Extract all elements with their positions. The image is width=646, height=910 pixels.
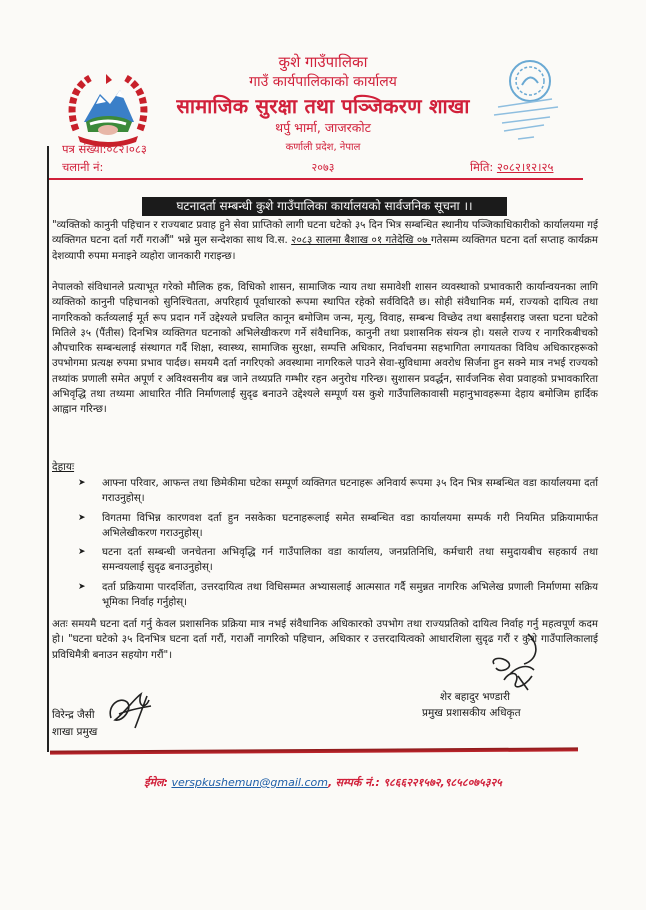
appeal-list — [78, 476, 598, 614]
arrow-bullet-icon: ➤ — [78, 512, 86, 523]
phone-label: सम्पर्क नं.: — [335, 776, 380, 789]
list-item-text: आफ्ना परिवार, आफन्त तथा छिमेकीमा घटेका सम्पूर्ण व्यक्तिगत घटनाहरू अनिवार्य रूपमा ३५ दिन भित्र सम्बन्धित वडा कार्यालयमा दर्ता गराउनुहोस्। — [102, 478, 598, 505]
main-paragraph: नेपालको संविधानले प्रत्याभूत गरेको मौलिक हक, विधिको शासन, सामाजिक न्याय तथा समावेशी शासन व्यवस्थाको प्रभावकारी कार्यान्वयनका लागि व्यक्तिको कानुनी पहिचानको सुनिश्चितता, अपरिहार्य पूर्वाधारको रूपमा स्थापित रहेको सर्वविदितै छ। सोही संवैधानिक मर्म, राज्यको दायित्व तथा नागरिकको कर्तव्यलाई मूर्त रूप प्रदान गर्ने उद्देश्यले प्रचलित कानून बमोजिम जन्म, मृत्यु, विवाह, सम्बन्ध विच्छेद तथा बसाईंसराइ जस्ता घटना घटेको मितिले ३५ (पैंतीस) दिनभित्र व्यक्तिगत घटनाको अभिलेखीकरण गर्ने संवैधानिक, कानुनी तथा प्रशासनिक संयन्त्र हो। यसले राज्य र नागरिकबीचको औपचारिक सम्बन्धलाई संस्थागत गर्दै शिक्षा, स्वास्थ्य, सामाजिक सुरक्षा, सम्पत्ति अधिकार, निर्वाचनमा सहभागिता लगायतका विविध अधिकारहरूको उपभोगमा प्रत्यक्ष रुपमा प्रभाव पार्दछ। समयमै दर्ता नगरिएको अवस्थामा नागरिकले पाउने सेवा-सुविधामा अवरोध सिर्जना हुन सक्ने मात्र नभई राज्यको तथ्यांक प्रणाली समेत अपूर्ण र अविश्वसनीय बन्न जाने तथ्यप्रति गम्भीर रहन अनुरोध गरिन्छ। सुशासन प्रवर्द्धन, सार्वजनिक सेवा प्रवाहको प्रभावकारिता अभिवृद्धि तथा तथ्यमा आधारित नीति निर्माणलाई सुदृढ बनाउने उद्देश्यले सम्पूर्ण यस कुशे गाउँपालिकावासी महानुभावहरूमा देहाय बमोजिम हार्दिक आह्वान गरिन्छ। — [52, 282, 598, 416]
contact-separator: , — [327, 776, 333, 789]
list-item — [78, 580, 598, 611]
signatory-right-title: प्रमुख प्रशासकीय अधिकृत — [422, 707, 521, 719]
list-item — [78, 545, 598, 576]
arrow-bullet-icon: ➤ — [78, 547, 86, 558]
signatory-left-title: शाखा प्रमुख — [52, 726, 98, 738]
letter-number: पत्र संख्या:०८२।०८३ — [62, 142, 147, 156]
intro-paragraph — [52, 218, 598, 264]
list-item — [78, 511, 598, 542]
email-link[interactable]: verspkushemun@gmail.com — [171, 776, 328, 789]
list-item-text: दर्ता प्रक्रियामा पारदर्शिता, उत्तरदायित्व तथा विधिसम्मत अभ्यासलाई आत्मसात गर्दै समुन्नत नागरिक अभिलेख प्रणाली निर्माणमा सक्रिय भूमिका निर्वाह गर्नुहोस्। — [102, 581, 598, 609]
date-label: मिति: — [470, 160, 494, 174]
closing-paragraph: अतः समयमै घटना दर्ता गर्नु केवल प्रशासनिक प्रक्रिया मात्र नभई संवैधानिक अधिकारको उपभोग तथा राज्यप्रतिको दायित्व निर्वाह गर्नु महत्वपूर्ण कदम हो। "घटना घटेको ३५ दिनभित्र घटना दर्ता गरौं, गराऔं नागरिको पहिचान, अधिकार र उत्तरदायित्वको आधारशिला सुदृढ गरौं र कुशे गाउँपालिकालाई प्रविधिमैत्री बनाउन सहयोग गरौं"। — [52, 619, 598, 661]
intro-date-range: २०८३ सालमा बैशाख ०१ गतेदेखि ०७ — [291, 235, 431, 247]
list-item-text: विगतमा विभिन्न कारणवश दर्ता हुन नसकेका घटनाहरूलाई समेत सम्बन्धित वडा कार्यालयमा सम्पर्क गरी नियमित प्रक्रियामार्फत अभिलेखीकरण गराउनुहोस्। — [102, 512, 598, 539]
signature-right-icon — [488, 630, 542, 694]
phone-numbers: ९८६६२२१५७२,९८५८०७५३२५ — [383, 776, 502, 789]
signatory-left-name: विरेन्द्र जैसी — [52, 709, 95, 721]
date-value: २०८२।१२।२५ — [496, 160, 554, 174]
signatory-right-name: शेर बहादुर भण्डारी — [440, 691, 510, 703]
list-item — [78, 476, 598, 507]
arrow-bullet-icon: ➤ — [78, 581, 86, 592]
contact-line — [0, 775, 646, 790]
intro-text-before: "व्यक्तिको कानुनी पहिचान र राज्यबाट प्रवाह हुने सेवा प्राप्तिको लागी घटना घटेको ३५ दिन भित्र सम्बन्धित स्थानीय पञ्जिकाधिकारीको कार्यालयमा गई व्यक्तिगत घटना दर्ता गरौं गराऔं" भन्ने मुल सन्देशका साथ वि.स. — [52, 220, 598, 247]
office-name: गाउँ कार्यपालिकाको कार्यालय — [249, 74, 397, 90]
intro-text-after: गतेसम्म व्यक्तिगत घटना दर्ता सप्ताह कार्यक्रम देशव्यापी रुपमा मनाइने व्यहोरा जानकारी गराइन्छ। — [52, 235, 598, 262]
arrow-bullet-icon: ➤ — [78, 478, 86, 488]
section-name: सामाजिक सुरक्षा तथा पञ्जिकरण शाखा — [176, 94, 470, 118]
footer-divider — [50, 747, 578, 754]
email-label: ईमेल: — [144, 776, 168, 789]
province-country: कर्णाली प्रदेश, नेपाल — [285, 142, 361, 153]
dehaya-label: देहायः — [52, 461, 75, 473]
dispatch-number-label: चलानी नं: — [62, 160, 104, 174]
left-margin-line — [47, 146, 49, 752]
signature-left-icon — [105, 688, 155, 734]
list-item-text: घटना दर्ता सम्बन्धी जनचेतना अभिवृद्धि गर्न गाउँपालिका वडा कार्यालय, जनप्रतिनिधि, कर्मचारी तथा समुदायबीच सहकार्य तथा समन्वयलाई सुदृढ बनाउनुहोस्। — [102, 547, 598, 574]
notice-title: घटनादर्ता सम्बन्धी कुशे गाउँपालिका कार्यालयको सार्वजनिक सूचना ।। — [142, 197, 507, 216]
municipality-name: कुशे गाउँपालिका — [278, 53, 368, 71]
header-divider — [47, 178, 583, 180]
date-field — [470, 160, 553, 175]
dispatch-number-value: २०७३ — [311, 161, 335, 174]
office-address: थर्पु भार्मा, जाजरकोट — [275, 120, 371, 135]
